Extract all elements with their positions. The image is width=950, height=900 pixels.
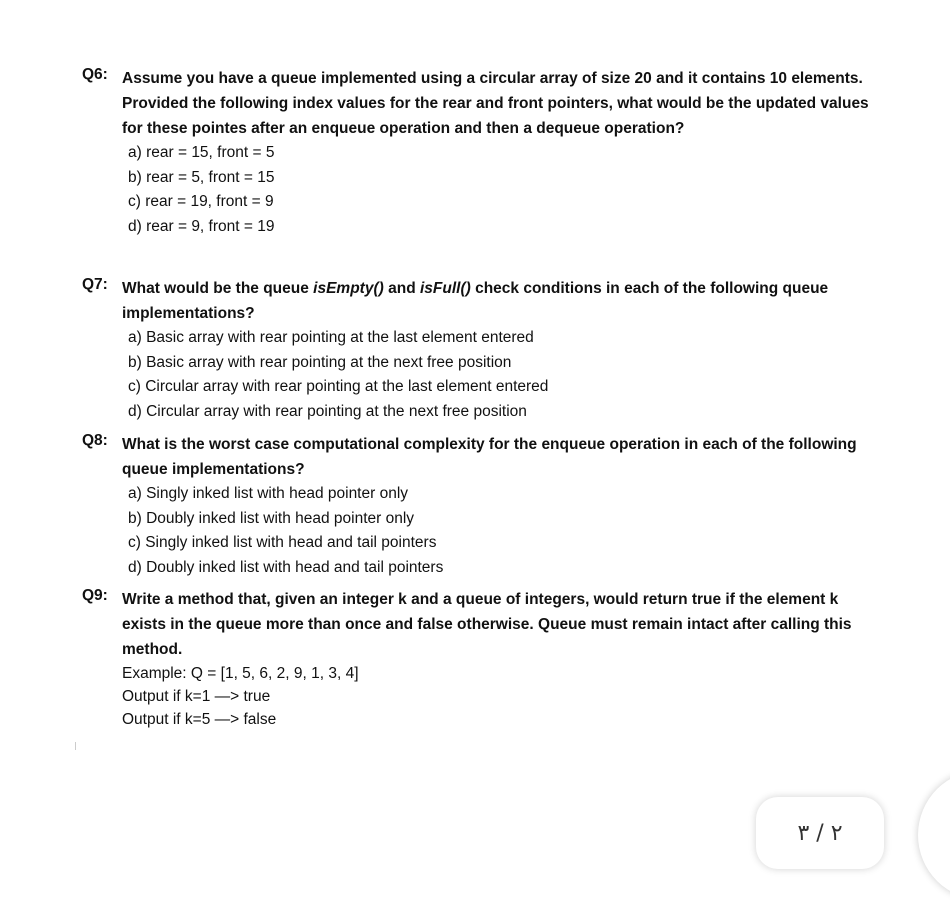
option-a: a) Basic array with rear pointing at the last element entered xyxy=(128,329,534,346)
question-stem xyxy=(122,276,882,326)
option-d: d) Circular array with rear pointing at the next free position xyxy=(128,402,527,420)
question-stem: What is the worst case computational complexity for the enqueue operation in each of the following queue implementations? xyxy=(122,436,857,478)
margin-mark xyxy=(75,742,76,750)
question-6 xyxy=(82,66,882,239)
option-b: b) Basic array with rear pointing at the next free position xyxy=(128,353,512,371)
option-list xyxy=(128,326,882,424)
page-indicator[interactable] xyxy=(756,797,884,869)
is-full-function: isFull() xyxy=(419,280,471,297)
option-c: c) Singly inked list with head and tail pointers xyxy=(128,534,437,551)
stem-text-end: check conditions in each of the following queue implementations? xyxy=(122,280,829,322)
option-a: a) rear = 15, front = 5 xyxy=(128,144,275,161)
stem-connector: and xyxy=(383,280,420,297)
question-number: Q8: xyxy=(82,432,108,449)
output-line-1: Output if k=1 —> true xyxy=(122,688,271,705)
option-list xyxy=(128,482,882,580)
stem-text: What would be the queue xyxy=(122,280,314,297)
question-number: Q9: xyxy=(82,587,108,604)
option-c: c) Circular array with rear pointing at the last element entered xyxy=(128,378,549,395)
question-number: Q6: xyxy=(82,66,108,83)
question-stem: Assume you have a queue implemented using a circular array of size 20 and it contains 10 elements. Provided the following index values for the rear and front pointers, what would be the updated values for these pointes after an enqueue operation and then a dequeue operation? xyxy=(122,70,869,137)
page-indicator-text: ٢ / ٣ xyxy=(797,820,843,846)
output-line-2: Output if k=5 —> false xyxy=(122,711,277,728)
question-8 xyxy=(82,432,882,580)
option-d: d) Doubly inked list with head and tail pointers xyxy=(128,558,444,576)
question-9 xyxy=(82,587,882,731)
question-7 xyxy=(82,276,882,424)
floating-action-button[interactable] xyxy=(918,770,950,900)
question-number: Q7: xyxy=(82,276,108,293)
question-stem: Write a method that, given an integer k and a queue of integers, would return true if the element k exists in the queue more than once and false otherwise. Queue must remain intact after calling this method. xyxy=(122,591,852,658)
option-a: a) Singly inked list with head pointer only xyxy=(128,485,409,502)
is-empty-function: isEmpty() xyxy=(313,280,384,297)
option-d: d) rear = 9, front = 19 xyxy=(128,217,275,235)
option-b: b) Doubly inked list with head pointer only xyxy=(128,509,415,527)
option-c: c) rear = 19, front = 9 xyxy=(128,193,274,210)
option-list xyxy=(128,141,882,239)
option-b: b) rear = 5, front = 15 xyxy=(128,168,275,186)
example-line: Example: Q = [1, 5, 6, 2, 9, 1, 3, 4] xyxy=(122,665,359,682)
